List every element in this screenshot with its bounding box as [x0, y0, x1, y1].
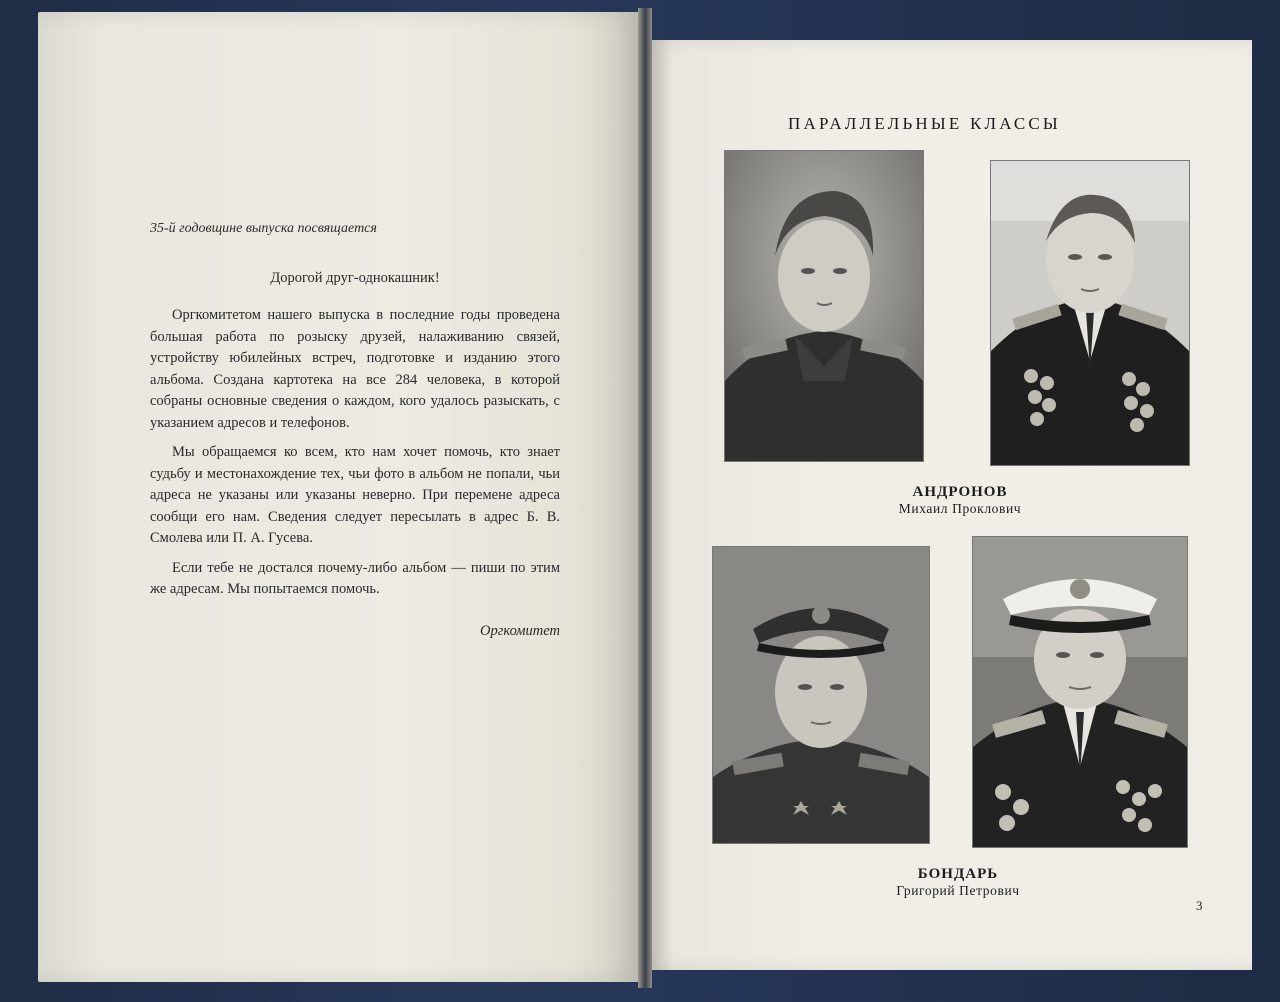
paragraph-3: Если тебе не достался почему-либо альбом — пиши по этим же адресам. Мы попытаемся помочь. [150, 559, 560, 597]
surname: БОНДАРЬ [917, 866, 999, 882]
left-page-text [150, 218, 560, 657]
person-name-andronov [860, 484, 1060, 517]
person-name-bondar [858, 866, 1058, 899]
given-names: Михаил Проклович [898, 501, 1022, 516]
section-title: ПАРАЛЛЕЛЬНЫЕ КЛАССЫ [788, 114, 1061, 133]
dedication: 35-й годовщине выпуска посвящается [150, 221, 377, 236]
portrait-photo-bondar-young [712, 546, 930, 844]
portrait-photo-bondar-older [972, 536, 1188, 848]
surname: АНДРОНОВ [912, 484, 1008, 500]
book-spine [638, 8, 652, 988]
paragraph-1: Оргкомитетом нашего выпуска в последние годы проведена большая работа по розыску друзей, налаживанию связей, устройству юбилейных встреч, подготовке и изданию этого альбома. Создана картотека на все 284 человека, в которой собраны основные сведения о каждом, кого удалось разыскать, с указанием адресов и телефонов. [150, 307, 560, 431]
greeting: Дорогой друг-однокашник! [270, 269, 440, 286]
signature: Оргкомитет [480, 622, 560, 639]
paragraph-2: Мы обращаемся ко всем, кто нам хочет помочь, кто знает судьбу и местонахождение тех, чьи фото в альбом не попали, чьи адреса не указаны или указаны неверно. При перемене адреса сообщи его нам. Сведения следует пересылать в адрес Б. В. Смолева или П. А. Гусева. [150, 444, 560, 546]
page-number: 3 [1196, 898, 1203, 913]
portrait-photo-andronov-young [724, 150, 924, 462]
portrait-photo-andronov-older [990, 160, 1190, 466]
given-names: Григорий Петрович [896, 883, 1020, 898]
